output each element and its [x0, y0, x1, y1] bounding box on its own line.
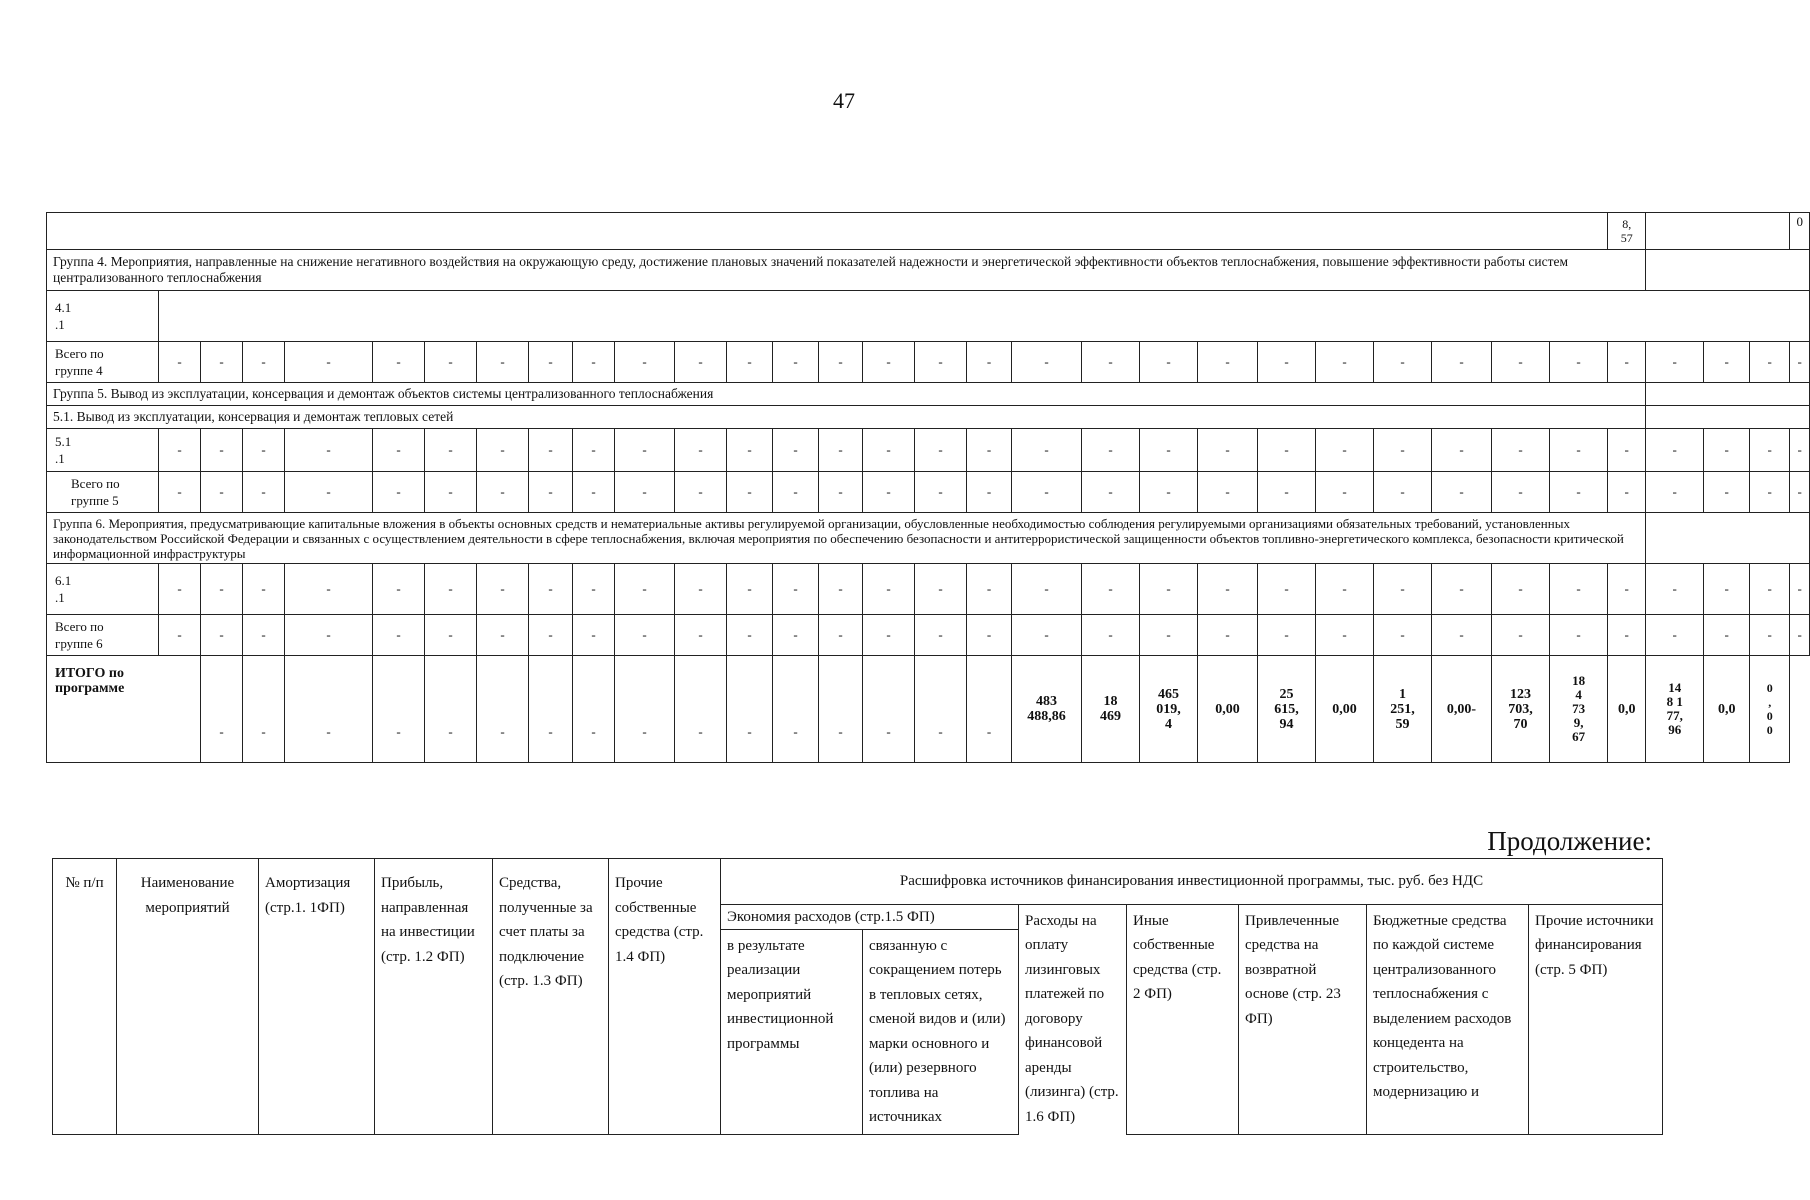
empty-value-dash: - — [1750, 564, 1790, 615]
empty-value-dash: - — [1012, 615, 1082, 656]
total-group-6-label: Всего по группе 6 — [47, 615, 159, 656]
empty-value-dash: - — [425, 564, 477, 615]
empty-value-dash: - — [573, 342, 615, 383]
empty-value-dash: - — [1198, 342, 1258, 383]
col-borrowed-funds-header: Привлеченные средства на возвратной основе (стр. 23 ФП) — [1239, 904, 1367, 1134]
total-value: 14 8 1 77, 96 — [1646, 656, 1704, 763]
empty-value-dash: - — [373, 472, 425, 513]
table-row-6-1-1 — [47, 564, 1810, 615]
empty-value-dash: - — [863, 429, 915, 472]
empty-value-dash: - — [1198, 564, 1258, 615]
empty-value-dash: - — [373, 342, 425, 383]
table-cell — [1646, 513, 1810, 564]
empty-value-dash: - — [1258, 472, 1316, 513]
empty-value-dash: - — [1646, 472, 1704, 513]
empty-value-dash: - — [1550, 429, 1608, 472]
empty-value-dash: - — [285, 342, 373, 383]
empty-value-dash: - — [915, 615, 967, 656]
table-cell — [47, 213, 1608, 250]
empty-value-dash: - — [915, 656, 967, 763]
empty-value-dash: - — [201, 564, 243, 615]
empty-value-dash: - — [1704, 615, 1750, 656]
empty-value-dash: - — [727, 429, 773, 472]
empty-value-dash: - — [1140, 472, 1198, 513]
empty-value-dash: - — [1492, 615, 1550, 656]
empty-value-dash: - — [1704, 472, 1750, 513]
empty-value-dash: - — [1082, 342, 1140, 383]
empty-value-dash: - — [1432, 615, 1492, 656]
empty-value-dash: - — [425, 429, 477, 472]
empty-value-dash: - — [1198, 615, 1258, 656]
empty-value-dash: - — [1608, 615, 1646, 656]
empty-value-dash: - — [201, 342, 243, 383]
empty-value-dash: - — [373, 615, 425, 656]
total-value: 0,0 — [1704, 656, 1750, 763]
empty-value-dash: - — [1374, 564, 1432, 615]
empty-value-dash: - — [1082, 472, 1140, 513]
empty-value-dash: - — [529, 342, 573, 383]
empty-value-dash: - — [1374, 429, 1432, 472]
total-value: 0 , 0 0 — [1750, 656, 1790, 763]
empty-value-dash: - — [1790, 615, 1810, 656]
empty-value-dash: - — [967, 472, 1012, 513]
empty-value-dash: - — [425, 472, 477, 513]
total-value: 18 469 — [1082, 656, 1140, 763]
empty-value-dash: - — [915, 429, 967, 472]
empty-value-dash: - — [1082, 615, 1140, 656]
table-row-total-program — [47, 656, 1810, 763]
empty-value-dash: - — [285, 429, 373, 472]
empty-value-dash: - — [373, 564, 425, 615]
total-value: 123 703, 70 — [1492, 656, 1550, 763]
col-profit-header: Прибыль, направленная на инвестиции (стр. 1.2 ФП) — [375, 859, 493, 1135]
empty-value-dash: - — [1492, 564, 1550, 615]
empty-value-dash: - — [1316, 472, 1374, 513]
empty-value-dash: - — [1750, 472, 1790, 513]
empty-value-dash: - — [1550, 615, 1608, 656]
empty-value-dash: - — [1790, 342, 1810, 383]
item-number: 4.1 .1 — [47, 291, 159, 342]
empty-value-dash: - — [967, 342, 1012, 383]
empty-value-dash: - — [1012, 472, 1082, 513]
empty-value-dash: - — [1704, 429, 1750, 472]
empty-value-dash: - — [967, 615, 1012, 656]
empty-value-dash: - — [1432, 429, 1492, 472]
empty-value-dash: - — [1374, 615, 1432, 656]
table-row-group-4 — [47, 250, 1810, 291]
col-other-own-funds-2-header: Иные собственные средства (стр. 2 ФП) — [1127, 904, 1239, 1134]
col-number-header: № п/п — [53, 859, 117, 1135]
table-row-group-5 — [47, 383, 1810, 406]
col-connection-fee-header: Средства, полученные за счет платы за подключение (стр. 1.3 ФП) — [493, 859, 609, 1135]
empty-value-dash: - — [201, 429, 243, 472]
empty-value-dash: - — [529, 472, 573, 513]
header-row — [53, 859, 1663, 905]
total-value: 18 4 73 9, 67 — [1550, 656, 1608, 763]
empty-value-dash: - — [915, 472, 967, 513]
empty-value-dash: - — [529, 615, 573, 656]
total-value: 0,00 — [1198, 656, 1258, 763]
empty-value-dash: - — [1140, 564, 1198, 615]
empty-value-dash: - — [1704, 564, 1750, 615]
table-row-total-group-6 — [47, 615, 1810, 656]
col-amortization-header: Амортизация (стр.1. 1ФП) — [259, 859, 375, 1135]
empty-value-dash: - — [1432, 564, 1492, 615]
empty-value-dash: - — [1550, 472, 1608, 513]
col-budget-funds-header: Бюджетные средства по каждой системе централизованного теплоснабжения с выделением расходов концедента на строительство, модернизацию и — [1367, 904, 1529, 1134]
empty-value-dash: - — [243, 342, 285, 383]
empty-value-dash: - — [573, 429, 615, 472]
table-row-total-group-4 — [47, 342, 1810, 383]
empty-value-dash: - — [425, 615, 477, 656]
empty-value-dash: - — [773, 472, 819, 513]
empty-value-dash: - — [863, 615, 915, 656]
empty-value-dash: - — [727, 342, 773, 383]
empty-value-dash: - — [477, 429, 529, 472]
table-row-group-6 — [47, 513, 1810, 564]
empty-value-dash: - — [373, 429, 425, 472]
empty-value-dash: - — [1608, 564, 1646, 615]
empty-value-dash: - — [201, 472, 243, 513]
empty-value-dash: - — [675, 564, 727, 615]
empty-value-dash: - — [1608, 342, 1646, 383]
empty-value-dash: - — [1012, 429, 1082, 472]
empty-value-dash: - — [477, 472, 529, 513]
empty-value-dash: - — [573, 615, 615, 656]
empty-value-dash: - — [477, 342, 529, 383]
empty-value-dash: - — [285, 615, 373, 656]
empty-value-dash: - — [863, 342, 915, 383]
economy-loss-reduction-header: связанную с сокращением потерь в тепловых сетях, сменой видов и (или) марки основного и (или) резервного топлива на источниках — [863, 929, 1019, 1134]
empty-value-dash: - — [1550, 564, 1608, 615]
table-cell — [1646, 383, 1810, 406]
empty-value-dash: - — [967, 564, 1012, 615]
empty-value-dash: - — [201, 656, 243, 763]
empty-value-dash: - — [573, 564, 615, 615]
empty-value-dash: - — [1550, 342, 1608, 383]
empty-value-dash: - — [1646, 429, 1704, 472]
empty-value-dash: - — [675, 656, 727, 763]
empty-value-dash: - — [915, 564, 967, 615]
breakdown-header: Расшифровка источников финансирования инвестиционной программы, тыс. руб. без НДС — [721, 859, 1663, 905]
empty-value-dash: - — [425, 656, 477, 763]
empty-value-dash: - — [529, 429, 573, 472]
empty-value-dash: - — [675, 472, 727, 513]
empty-value-dash: - — [1012, 564, 1082, 615]
empty-value-dash: - — [1750, 342, 1790, 383]
empty-value-dash: - — [615, 656, 675, 763]
empty-value-dash: - — [243, 656, 285, 763]
empty-value-dash: - — [1790, 564, 1810, 615]
empty-value-dash: - — [819, 342, 863, 383]
empty-value-dash: - — [201, 615, 243, 656]
item-number: 6.1 .1 — [47, 564, 159, 615]
empty-value-dash: - — [159, 342, 201, 383]
economy-investment-program-header: в результате реализации мероприятий инвестиционной программы — [721, 929, 863, 1134]
empty-value-dash: - — [773, 615, 819, 656]
financing-header-table — [52, 858, 1663, 1135]
empty-value-dash: - — [967, 656, 1012, 763]
empty-value-dash: - — [1750, 429, 1790, 472]
empty-value-dash: - — [675, 342, 727, 383]
total-program-label: ИТОГО по программе — [47, 656, 201, 763]
empty-value-dash: - — [1198, 429, 1258, 472]
empty-value-dash: - — [573, 472, 615, 513]
empty-value-dash: - — [285, 564, 373, 615]
empty-value-dash: - — [159, 615, 201, 656]
empty-value-dash: - — [477, 615, 529, 656]
empty-value-dash: - — [1140, 429, 1198, 472]
empty-value-dash: - — [863, 564, 915, 615]
empty-value-dash: - — [243, 472, 285, 513]
empty-value-dash: - — [1492, 342, 1550, 383]
empty-value-dash: - — [1492, 429, 1550, 472]
empty-value-dash: - — [727, 472, 773, 513]
empty-value-dash: - — [675, 429, 727, 472]
empty-value-dash: - — [773, 342, 819, 383]
empty-value-dash: - — [243, 564, 285, 615]
cell-value: 0 — [1790, 213, 1810, 250]
empty-value-dash: - — [1646, 342, 1704, 383]
empty-value-dash: - — [1140, 342, 1198, 383]
empty-value-dash: - — [1790, 429, 1810, 472]
group-5-title: Группа 5. Вывод из эксплуатации, консервация и демонтаж объектов системы централизованного теплоснабжения — [47, 383, 1646, 406]
empty-value-dash: - — [1432, 472, 1492, 513]
subgroup-5-1-title: 5.1. Вывод из эксплуатации, консервация и демонтаж тепловых сетей — [47, 406, 1646, 429]
empty-value-dash: - — [863, 472, 915, 513]
empty-value-dash: - — [1608, 472, 1646, 513]
empty-value-dash: - — [819, 472, 863, 513]
col-name-header: Наименование мероприятий — [117, 859, 259, 1135]
empty-value-dash: - — [819, 564, 863, 615]
col-other-own-funds-header: Прочие собственные средства (стр. 1.4 ФП) — [609, 859, 721, 1135]
total-value: 0,0 — [1608, 656, 1646, 763]
group-6-title: Группа 6. Мероприятия, предусматривающие капитальные вложения в объекты основных средств и нематериальные активы регулируемой организации, обусловленные необходимостью соблюдения регулируемыми организациями обязательных требований, установленных законодательством Российской Федерации и связанных с осуществлением деятельности в сфере теплоснабжения, включая мероприятия по обеспечению безопасности и антитеррористической защищенности объектов топливно-энергетического комплекса, безопасности критической информационной инфраструктуры — [47, 513, 1646, 564]
empty-value-dash: - — [243, 615, 285, 656]
empty-value-dash: - — [159, 429, 201, 472]
table-row-4-1-1 — [47, 291, 1810, 342]
investment-table-top — [46, 212, 1810, 763]
total-value: 483 488,86 — [1012, 656, 1082, 763]
empty-value-dash: - — [967, 429, 1012, 472]
continuation-label: Продолжение: — [1487, 826, 1652, 856]
empty-value-dash: - — [675, 615, 727, 656]
empty-value-dash: - — [1258, 342, 1316, 383]
table-cell — [1646, 213, 1790, 250]
item-number: 5.1 .1 — [47, 429, 159, 472]
empty-value-dash: - — [159, 472, 201, 513]
empty-value-dash: - — [1374, 342, 1432, 383]
total-value: 25 615, 94 — [1258, 656, 1316, 763]
table-row — [47, 213, 1810, 250]
empty-value-dash: - — [1704, 342, 1750, 383]
empty-value-dash: - — [615, 429, 675, 472]
empty-value-dash: - — [1082, 429, 1140, 472]
empty-value-dash: - — [727, 656, 773, 763]
empty-value-dash: - — [1258, 564, 1316, 615]
empty-value-dash: - — [1646, 615, 1704, 656]
empty-value-dash: - — [727, 615, 773, 656]
cell-value: 8, 57 — [1608, 213, 1646, 250]
empty-value-dash: - — [915, 342, 967, 383]
total-group-4-label: Всего по группе 4 — [47, 342, 159, 383]
empty-value-dash: - — [1258, 429, 1316, 472]
empty-value-dash: - — [1316, 564, 1374, 615]
empty-value-dash: - — [1316, 342, 1374, 383]
empty-value-dash: - — [477, 564, 529, 615]
table-row-5-1-1 — [47, 429, 1810, 472]
empty-value-dash: - — [615, 615, 675, 656]
empty-value-dash: - — [477, 656, 529, 763]
empty-value-dash: - — [285, 472, 373, 513]
page-number: 47 — [833, 88, 855, 113]
empty-value-dash: - — [1012, 342, 1082, 383]
empty-value-dash: - — [1316, 615, 1374, 656]
empty-value-dash: - — [773, 564, 819, 615]
group-4-title: Группа 4. Мероприятия, направленные на снижение негативного воздействия на окружающую среду, достижение плановых значений показателей надежности и энергетической эффективности объектов теплоснабжения, повышение эффективности работы систем централизованного теплоснабжения — [47, 250, 1646, 291]
table-cell — [1646, 250, 1810, 291]
table-cell — [159, 291, 1810, 342]
empty-value-dash: - — [373, 656, 425, 763]
empty-value-dash: - — [819, 429, 863, 472]
empty-value-dash: - — [425, 342, 477, 383]
empty-value-dash: - — [863, 656, 915, 763]
empty-value-dash: - — [1082, 564, 1140, 615]
empty-value-dash: - — [1316, 429, 1374, 472]
empty-value-dash: - — [573, 656, 615, 763]
col-leasing-header: Расходы на оплату лизинговых платежей по договору финансовой аренды (лизинга) (стр. 1.6 ФП) — [1019, 904, 1127, 1134]
empty-value-dash: - — [1198, 472, 1258, 513]
table-row-subgroup-5-1 — [47, 406, 1810, 429]
empty-value-dash: - — [529, 564, 573, 615]
col-other-sources-header: Прочие источники финансирования (стр. 5 ФП) — [1529, 904, 1663, 1134]
empty-value-dash: - — [1258, 615, 1316, 656]
table-row-total-group-5 — [47, 472, 1810, 513]
empty-value-dash: - — [773, 656, 819, 763]
empty-value-dash: - — [1790, 472, 1810, 513]
total-value: 0,00 — [1316, 656, 1374, 763]
empty-value-dash: - — [615, 564, 675, 615]
empty-value-dash: - — [285, 656, 373, 763]
empty-value-dash: - — [159, 564, 201, 615]
empty-value-dash: - — [1492, 472, 1550, 513]
empty-value-dash: - — [529, 656, 573, 763]
empty-value-dash: - — [1646, 564, 1704, 615]
table-cell — [1646, 406, 1810, 429]
empty-value-dash: - — [243, 429, 285, 472]
empty-value-dash: - — [1608, 429, 1646, 472]
total-value: 465 019, 4 — [1140, 656, 1198, 763]
empty-value-dash: - — [727, 564, 773, 615]
empty-value-dash: - — [773, 429, 819, 472]
empty-value-dash: - — [615, 342, 675, 383]
empty-value-dash: - — [1750, 615, 1790, 656]
economy-header: Экономия расходов (стр.1.5 ФП) — [721, 904, 1019, 929]
total-value: 1 251, 59 — [1374, 656, 1432, 763]
empty-value-dash: - — [615, 472, 675, 513]
empty-value-dash: - — [1140, 615, 1198, 656]
total-group-5-label: Всего по группе 5 — [47, 472, 159, 513]
empty-value-dash: - — [1432, 342, 1492, 383]
total-value: 0,00- — [1432, 656, 1492, 763]
empty-value-dash: - — [819, 656, 863, 763]
empty-value-dash: - — [1374, 472, 1432, 513]
empty-value-dash: - — [819, 615, 863, 656]
